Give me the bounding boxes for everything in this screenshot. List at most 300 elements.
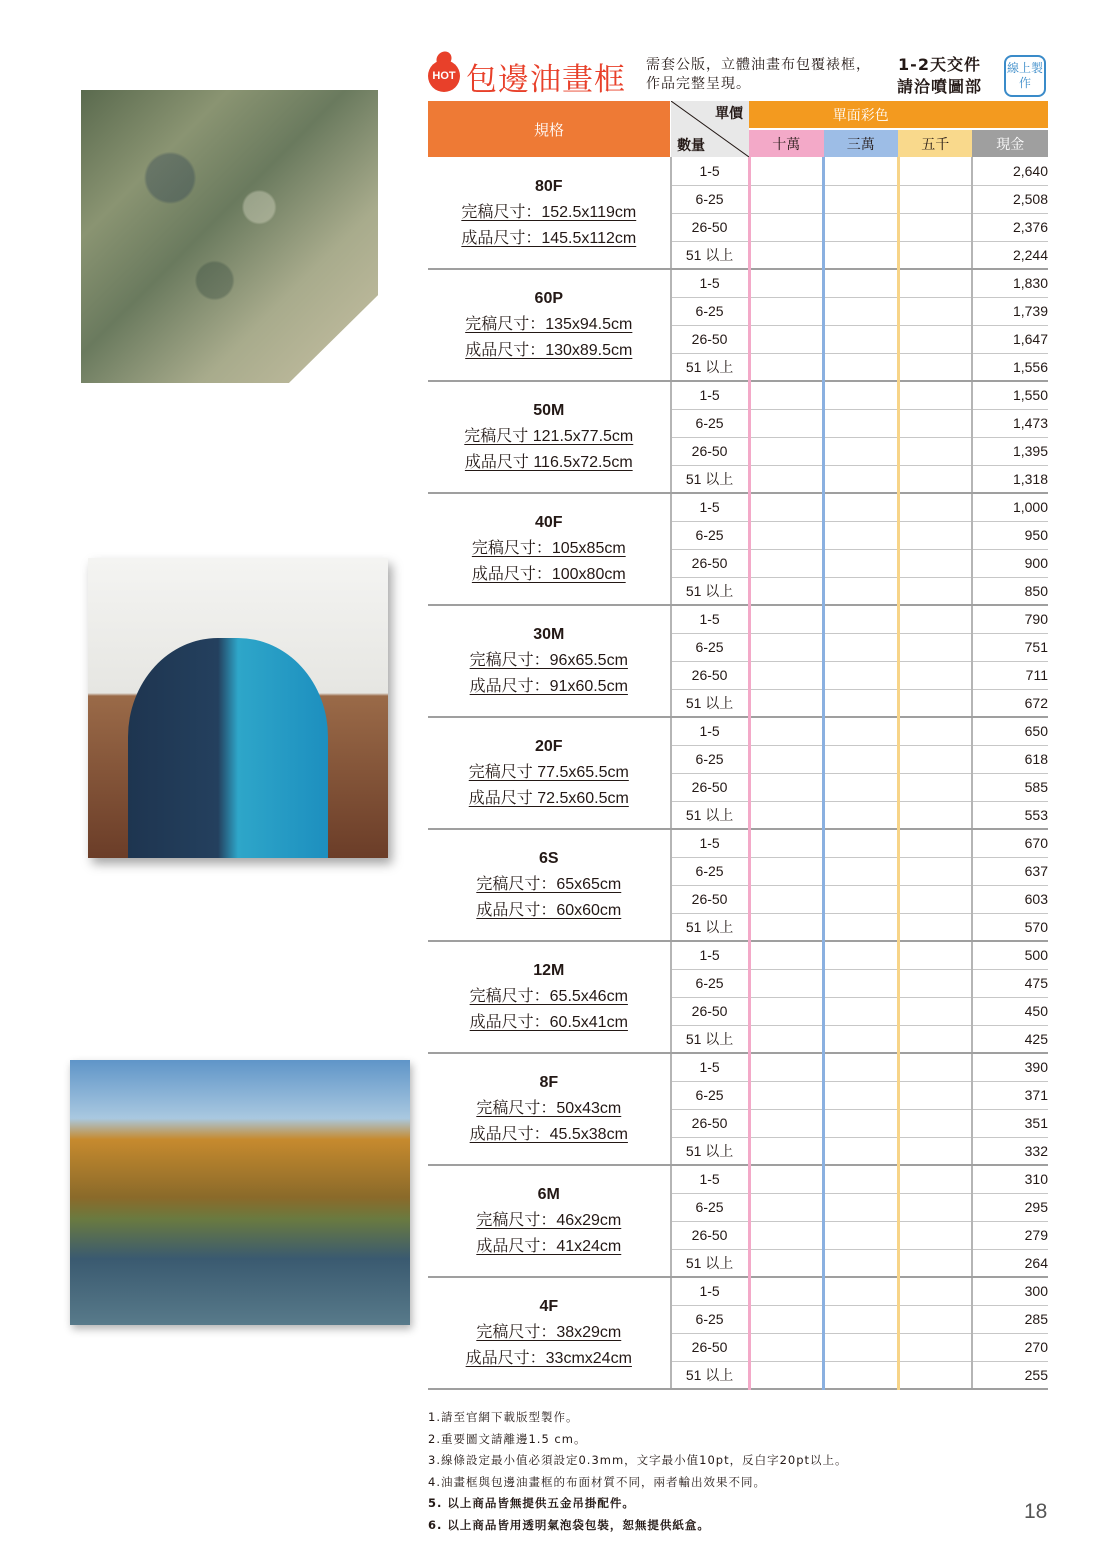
table-row [428, 381, 1048, 409]
spec-cell [428, 381, 671, 493]
price-cash-cell: 670 [972, 829, 1048, 857]
price-cash-cell: 553 [972, 801, 1048, 829]
spec-draft-size: 完稿尺寸：96x65.5cm [469, 652, 628, 669]
price-cash-cell: 603 [972, 885, 1048, 913]
table-row [428, 1277, 1048, 1305]
table-row [428, 1053, 1048, 1081]
qty-tier-cell: 26-50 [671, 1333, 750, 1361]
price-5k-cell [898, 1137, 972, 1165]
price-100k-cell [749, 1081, 823, 1109]
price-100k-cell [749, 549, 823, 577]
qty-tier-cell: 51 以上 [671, 1025, 750, 1053]
qty-tier-cell: 51 以上 [671, 1249, 750, 1277]
price-cash-cell: 1,395 [972, 437, 1048, 465]
note-item: 6. 以上商品皆用透明氣泡袋包裝，恕無提供紙盒。 [428, 1517, 710, 1532]
hot-badge-label: HOT [432, 70, 456, 82]
price-100k-cell [749, 185, 823, 213]
price-30k-cell [824, 493, 898, 521]
price-cash-cell: 285 [972, 1305, 1048, 1333]
price-cash-cell: 570 [972, 913, 1048, 941]
online-production-badge: 線上製作 [1004, 55, 1046, 97]
price-30k-cell [824, 549, 898, 577]
spec-name: 50M [533, 402, 565, 419]
price-100k-cell [749, 269, 823, 297]
price-30k-cell [824, 633, 898, 661]
qty-tier-cell: 1-5 [671, 941, 750, 969]
price-100k-cell [749, 801, 823, 829]
price-100k-cell [749, 325, 823, 353]
table-row [428, 717, 1048, 745]
qty-tier-cell: 6-25 [671, 633, 750, 661]
price-5k-cell [898, 465, 972, 493]
price-cash-cell: 1,830 [972, 269, 1048, 297]
price-30k-cell [824, 353, 898, 381]
price-5k-cell [898, 689, 972, 717]
spec-cell [428, 941, 671, 1053]
spec-name: 4F [539, 1298, 559, 1315]
price-100k-cell [749, 1221, 823, 1249]
price-100k-cell [749, 353, 823, 381]
price-cash-cell: 850 [972, 577, 1048, 605]
price-30k-cell [824, 745, 898, 773]
col-header-100k: 十萬 [749, 129, 823, 157]
spec-line-1 [428, 1208, 670, 1234]
price-5k-cell [898, 1025, 972, 1053]
price-30k-cell [824, 689, 898, 717]
price-cash-cell: 650 [972, 717, 1048, 745]
price-30k-cell [824, 1053, 898, 1081]
price-5k-cell [898, 269, 972, 297]
spec-draft-size: 完稿尺寸：152.5x119cm [461, 203, 637, 221]
note-item: 4.油畫框與包邊油畫框的布面材質不同，兩者輸出效果不同。 [428, 1474, 766, 1489]
price-cash-cell: 1,647 [972, 325, 1048, 353]
price-100k-cell [749, 745, 823, 773]
price-30k-cell [824, 1137, 898, 1165]
qty-tier-cell: 1-5 [671, 493, 750, 521]
wedding-canvas-photo [88, 558, 388, 858]
price-100k-cell [749, 1277, 823, 1305]
spec-name: 8F [539, 1074, 559, 1091]
spec-draft-size: 完稿尺寸：135x94.5cm [465, 316, 633, 333]
spec-cell [428, 717, 671, 829]
price-30k-cell [824, 661, 898, 689]
product-description: 需套公版，立體油畫布包覆裱框，作品完整呈現。 [646, 57, 871, 92]
single-color-header: 單面彩色 [749, 101, 972, 129]
price-30k-cell [824, 1333, 898, 1361]
price-5k-cell [898, 493, 972, 521]
price-100k-cell [749, 773, 823, 801]
qty-tier-cell: 1-5 [671, 605, 750, 633]
unit-qty-header [671, 101, 750, 157]
price-100k-cell [749, 213, 823, 241]
spec-line-2 [428, 1346, 670, 1372]
price-100k-cell [749, 1193, 823, 1221]
price-cash-cell: 2,640 [972, 157, 1048, 185]
spec-draft-size: 完稿尺寸：46x29cm [476, 1212, 622, 1229]
price-5k-cell [898, 521, 972, 549]
price-cash-cell: 475 [972, 969, 1048, 997]
price-100k-cell [749, 381, 823, 409]
spec-header: 規格 [428, 101, 671, 157]
spec-name: 30M [533, 626, 565, 643]
qty-tier-cell: 26-50 [671, 773, 750, 801]
price-5k-cell [898, 381, 972, 409]
price-30k-cell [824, 241, 898, 269]
price-30k-cell [824, 969, 898, 997]
spec-cell [428, 493, 671, 605]
qty-tier-cell: 6-25 [671, 1193, 750, 1221]
price-30k-cell [824, 1361, 898, 1389]
spec-finished-size: 成品尺寸 72.5x60.5cm [468, 790, 629, 807]
spec-line-1 [428, 200, 670, 226]
table-row [428, 941, 1048, 969]
price-cash-cell: 300 [972, 1277, 1048, 1305]
price-100k-cell [749, 437, 823, 465]
price-100k-cell [749, 1137, 823, 1165]
spec-finished-size: 成品尺寸：33cmx24cm [465, 1350, 632, 1367]
note-item: 1.請至官網下載版型製作。 [428, 1410, 579, 1424]
qty-tier-cell: 51 以上 [671, 1361, 750, 1389]
turnaround-days: 1-2天交件 [898, 55, 981, 74]
qty-tier-cell: 26-50 [671, 325, 750, 353]
qty-tier-cell: 51 以上 [671, 353, 750, 381]
price-5k-cell [898, 941, 972, 969]
price-5k-cell [898, 409, 972, 437]
price-30k-cell [824, 157, 898, 185]
price-5k-cell [898, 969, 972, 997]
spec-name: 20F [534, 738, 563, 755]
price-100k-cell [749, 577, 823, 605]
qty-tier-cell: 1-5 [671, 1165, 750, 1193]
price-5k-cell [898, 1053, 972, 1081]
price-5k-cell [898, 1081, 972, 1109]
spec-finished-size: 成品尺寸：60.5x41cm [469, 1014, 628, 1031]
price-100k-cell [749, 521, 823, 549]
price-5k-cell [898, 773, 972, 801]
price-100k-cell [749, 969, 823, 997]
qty-tier-cell: 51 以上 [671, 801, 750, 829]
price-5k-cell [898, 577, 972, 605]
notes [428, 1407, 848, 1536]
spec-finished-size: 成品尺寸：130x89.5cm [465, 342, 633, 359]
spec-line-1 [428, 872, 670, 898]
price-5k-cell [898, 997, 972, 1025]
price-5k-cell [898, 913, 972, 941]
price-100k-cell [749, 717, 823, 745]
table-row [428, 269, 1048, 297]
price-5k-cell [898, 801, 972, 829]
price-30k-cell [824, 437, 898, 465]
spec-draft-size: 完稿尺寸：65.5x46cm [469, 988, 628, 1005]
price-cash-cell: 751 [972, 633, 1048, 661]
spec-line-1 [428, 1320, 670, 1346]
spec-cell [428, 829, 671, 941]
price-cash-cell: 637 [972, 857, 1048, 885]
spec-line-2 [428, 562, 670, 588]
price-30k-cell [824, 941, 898, 969]
price-30k-cell [824, 1109, 898, 1137]
spec-cell [428, 157, 671, 269]
price-30k-cell [824, 269, 898, 297]
price-100k-cell [749, 1305, 823, 1333]
qty-tier-cell: 26-50 [671, 885, 750, 913]
qty-tier-cell: 1-5 [671, 157, 750, 185]
qty-tier-cell: 51 以上 [671, 241, 750, 269]
price-cash-cell: 371 [972, 1081, 1048, 1109]
price-5k-cell [898, 745, 972, 773]
price-30k-cell [824, 521, 898, 549]
price-100k-cell [749, 1361, 823, 1389]
price-100k-cell [749, 857, 823, 885]
price-5k-cell [898, 325, 972, 353]
spec-draft-size: 完稿尺寸：50x43cm [476, 1100, 622, 1117]
price-cash-cell: 950 [972, 521, 1048, 549]
table-row [428, 829, 1048, 857]
price-100k-cell [749, 913, 823, 941]
qty-tier-cell: 26-50 [671, 997, 750, 1025]
price-100k-cell [749, 493, 823, 521]
hot-flame-icon [428, 60, 460, 92]
spec-line-2 [428, 898, 670, 924]
price-cash-cell: 900 [972, 549, 1048, 577]
price-cash-cell: 332 [972, 1137, 1048, 1165]
price-5k-cell [898, 885, 972, 913]
qty-tier-cell: 1-5 [671, 829, 750, 857]
price-cash-cell: 1,556 [972, 353, 1048, 381]
spec-line-1 [428, 536, 670, 562]
price-cash-cell: 1,318 [972, 465, 1048, 493]
price-cash-cell: 1,739 [972, 297, 1048, 325]
spec-name: 6M [537, 1186, 560, 1203]
price-5k-cell [898, 437, 972, 465]
spec-line-1 [428, 312, 670, 338]
qty-tier-cell: 26-50 [671, 213, 750, 241]
qty-tier-cell: 6-25 [671, 1305, 750, 1333]
price-30k-cell [824, 829, 898, 857]
qty-tier-cell: 1-5 [671, 1053, 750, 1081]
spec-draft-size: 完稿尺寸 121.5x77.5cm [464, 428, 634, 445]
price-30k-cell [824, 1249, 898, 1277]
qty-tier-cell: 26-50 [671, 437, 750, 465]
qty-tier-cell: 26-50 [671, 1109, 750, 1137]
spec-line-2 [428, 450, 670, 476]
spec-cell [428, 1053, 671, 1165]
price-30k-cell [824, 997, 898, 1025]
price-30k-cell [824, 325, 898, 353]
price-30k-cell [824, 1165, 898, 1193]
qty-tier-cell: 6-25 [671, 521, 750, 549]
price-cash-cell: 450 [972, 997, 1048, 1025]
price-100k-cell [749, 605, 823, 633]
table-row [428, 157, 1048, 185]
spec-line-2 [428, 674, 670, 700]
spec-finished-size: 成品尺寸 116.5x72.5cm [464, 454, 633, 471]
spec-finished-size: 成品尺寸：145.5x112cm [461, 229, 637, 247]
price-30k-cell [824, 213, 898, 241]
price-table [428, 101, 1048, 1390]
price-5k-cell [898, 353, 972, 381]
qty-tier-cell: 26-50 [671, 549, 750, 577]
price-cash-cell: 310 [972, 1165, 1048, 1193]
spec-draft-size: 完稿尺寸 77.5x65.5cm [468, 764, 629, 781]
table-row [428, 493, 1048, 521]
page-title: 包邊油畫框 [466, 62, 626, 98]
col-header-30k: 三萬 [824, 129, 898, 157]
spec-line-1 [428, 424, 670, 450]
price-5k-cell [898, 829, 972, 857]
price-5k-cell [898, 297, 972, 325]
qty-tier-cell: 1-5 [671, 1277, 750, 1305]
price-cash-cell: 390 [972, 1053, 1048, 1081]
qty-tier-cell: 51 以上 [671, 913, 750, 941]
spec-finished-size: 成品尺寸：45.5x38cm [469, 1126, 628, 1143]
price-5k-cell [898, 717, 972, 745]
price-100k-cell [749, 1333, 823, 1361]
spec-finished-size: 成品尺寸：60x60cm [476, 902, 622, 919]
price-cash-cell: 1,473 [972, 409, 1048, 437]
col-header-cash: 現金 [972, 129, 1048, 157]
spec-line-2 [428, 1122, 670, 1148]
qty-tier-cell: 1-5 [671, 381, 750, 409]
price-5k-cell [898, 661, 972, 689]
price-5k-cell [898, 185, 972, 213]
price-100k-cell [749, 465, 823, 493]
price-100k-cell [749, 633, 823, 661]
unit-price-label: 單價 [715, 105, 744, 121]
price-30k-cell [824, 1193, 898, 1221]
qty-tier-cell: 6-25 [671, 969, 750, 997]
spec-cell [428, 269, 671, 381]
spec-draft-size: 完稿尺寸：65x65cm [476, 876, 622, 893]
price-table-body [428, 157, 1048, 1389]
price-100k-cell [749, 409, 823, 437]
spec-line-2 [428, 226, 670, 252]
price-cash-cell: 279 [972, 1221, 1048, 1249]
price-100k-cell [749, 689, 823, 717]
price-5k-cell [898, 549, 972, 577]
spec-line-1 [428, 760, 670, 786]
price-cash-cell: 255 [972, 1361, 1048, 1389]
spec-name: 6S [538, 850, 559, 867]
spec-finished-size: 成品尺寸：91x60.5cm [469, 678, 628, 695]
price-100k-cell [749, 661, 823, 689]
qty-tier-cell: 51 以上 [671, 577, 750, 605]
spec-line-1 [428, 648, 670, 674]
price-5k-cell [898, 1109, 972, 1137]
price-30k-cell [824, 885, 898, 913]
price-30k-cell [824, 409, 898, 437]
price-cash-cell: 672 [972, 689, 1048, 717]
spec-cell [428, 1165, 671, 1277]
price-30k-cell [824, 857, 898, 885]
table-row [428, 605, 1048, 633]
price-100k-cell [749, 1053, 823, 1081]
qty-tier-cell: 6-25 [671, 857, 750, 885]
price-100k-cell [749, 997, 823, 1025]
price-cash-cell: 295 [972, 1193, 1048, 1221]
qty-tier-cell: 1-5 [671, 269, 750, 297]
price-30k-cell [824, 185, 898, 213]
qty-tier-cell: 26-50 [671, 661, 750, 689]
price-30k-cell [824, 381, 898, 409]
price-30k-cell [824, 913, 898, 941]
price-cash-cell: 270 [972, 1333, 1048, 1361]
price-30k-cell [824, 605, 898, 633]
price-cash-cell: 585 [972, 773, 1048, 801]
spec-line-1 [428, 984, 670, 1010]
spec-draft-size: 完稿尺寸：38x29cm [476, 1324, 622, 1341]
spec-name: 80F [534, 177, 563, 195]
price-30k-cell [824, 773, 898, 801]
turnaround-info [897, 54, 982, 98]
spec-cell [428, 1277, 671, 1389]
col-header-5k: 五千 [898, 129, 972, 157]
price-30k-cell [824, 577, 898, 605]
page-number: 18 [1024, 1500, 1048, 1523]
autumn-trees-canvas-photo [70, 1060, 410, 1325]
qty-tier-cell: 6-25 [671, 297, 750, 325]
price-cash-cell: 790 [972, 605, 1048, 633]
spec-line-2 [428, 1010, 670, 1036]
price-5k-cell [898, 241, 972, 269]
price-100k-cell [749, 885, 823, 913]
spec-name: 40F [534, 514, 563, 531]
price-5k-cell [898, 633, 972, 661]
price-5k-cell [898, 1193, 972, 1221]
price-5k-cell [898, 1361, 972, 1389]
price-100k-cell [749, 1025, 823, 1053]
price-5k-cell [898, 213, 972, 241]
spec-finished-size: 成品尺寸：41x24cm [476, 1238, 622, 1255]
price-cash-cell: 425 [972, 1025, 1048, 1053]
price-5k-cell [898, 1277, 972, 1305]
price-30k-cell [824, 1221, 898, 1249]
spec-finished-size: 成品尺寸：100x80cm [471, 566, 626, 583]
price-30k-cell [824, 1025, 898, 1053]
price-100k-cell [749, 1165, 823, 1193]
spec-cell [428, 605, 671, 717]
qty-tier-cell: 6-25 [671, 745, 750, 773]
price-5k-cell [898, 857, 972, 885]
spec-line-2 [428, 1234, 670, 1260]
qty-tier-cell: 51 以上 [671, 1137, 750, 1165]
price-cash-cell: 264 [972, 1249, 1048, 1277]
price-100k-cell [749, 829, 823, 857]
spec-line-2 [428, 338, 670, 364]
spec-draft-size: 完稿尺寸：105x85cm [471, 540, 626, 557]
turnaround-contact: 請洽噴圖部 [897, 77, 983, 96]
spec-line-1 [428, 1096, 670, 1122]
price-cash-cell: 500 [972, 941, 1048, 969]
qty-tier-cell: 1-5 [671, 717, 750, 745]
price-100k-cell [749, 941, 823, 969]
price-5k-cell [898, 605, 972, 633]
price-5k-cell [898, 1305, 972, 1333]
price-5k-cell [898, 157, 972, 185]
price-30k-cell [824, 1081, 898, 1109]
price-100k-cell [749, 241, 823, 269]
price-30k-cell [824, 1305, 898, 1333]
couple-figure [128, 638, 328, 858]
price-5k-cell [898, 1221, 972, 1249]
note-item: 2.重要圖文請離邊1.5 cm。 [428, 1431, 587, 1446]
spec-line-2 [428, 786, 670, 812]
price-cash-cell: 351 [972, 1109, 1048, 1137]
price-cash-cell: 2,508 [972, 185, 1048, 213]
price-30k-cell [824, 465, 898, 493]
note-item: 5. 以上商品皆無提供五金吊掛配件。 [428, 1496, 635, 1510]
price-100k-cell [749, 157, 823, 185]
